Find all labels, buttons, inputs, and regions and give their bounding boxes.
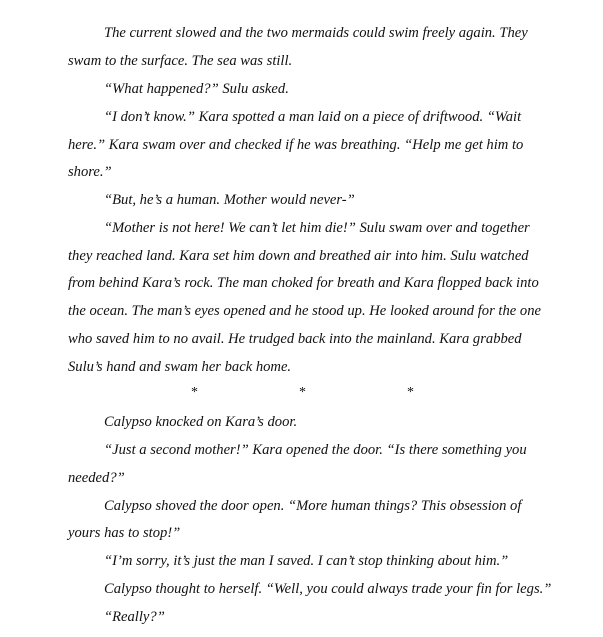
text-line: who saved him to no avail. He trudged back into the mainland. Kara grabbed [68, 331, 522, 347]
text-line: shore.” [68, 164, 112, 180]
scene-break-asterisk: * [191, 385, 198, 400]
text-line: “Really?” [104, 609, 165, 625]
text-line: they reached land. Kara set him down and breathed air into him. Sulu watched [68, 248, 529, 264]
text-line: Calypso thought to herself. “Well, you could always trade your fin for legs.” [104, 581, 552, 597]
text-line: “Just a second mother!” Kara opened the door. “Is there something you [104, 442, 527, 458]
text-line: Calypso shoved the door open. “More human things? This obsession of [104, 498, 522, 514]
text-line: The current slowed and the two mermaids could swim freely again. They [104, 25, 528, 41]
text-line: yours has to stop!” [68, 525, 181, 541]
text-line: “I don’t know.” Kara spotted a man laid on a piece of driftwood. “Wait [104, 109, 522, 125]
scene-break-asterisk: * [299, 385, 306, 400]
text-line: here.” Kara swam over and checked if he was breathing. “Help me get him to [68, 137, 524, 153]
scene-break-asterisk: * [407, 385, 414, 400]
text-line: “I’m sorry, it’s just the man I saved. I can’t stop thinking about him.” [104, 553, 509, 569]
text-line: the ocean. The man’s eyes opened and he stood up. He looked around for the one [68, 303, 541, 319]
text-line: Calypso knocked on Kara’s door. [104, 414, 298, 430]
text-line: swam to the surface. The sea was still. [68, 53, 293, 69]
text-line: “But, he’s a human. Mother would never-” [104, 192, 355, 208]
text-line: needed?” [68, 470, 125, 486]
text-line: “What happened?” Sulu asked. [104, 81, 289, 97]
text-line: “Mother is not here! We can’t let him die!” Sulu swam over and together [104, 220, 530, 236]
text-line: Sulu’s hand and swam her back home. [68, 359, 292, 375]
text-line: from behind Kara’s rock. The man choked for breath and Kara flopped back into [68, 275, 539, 291]
